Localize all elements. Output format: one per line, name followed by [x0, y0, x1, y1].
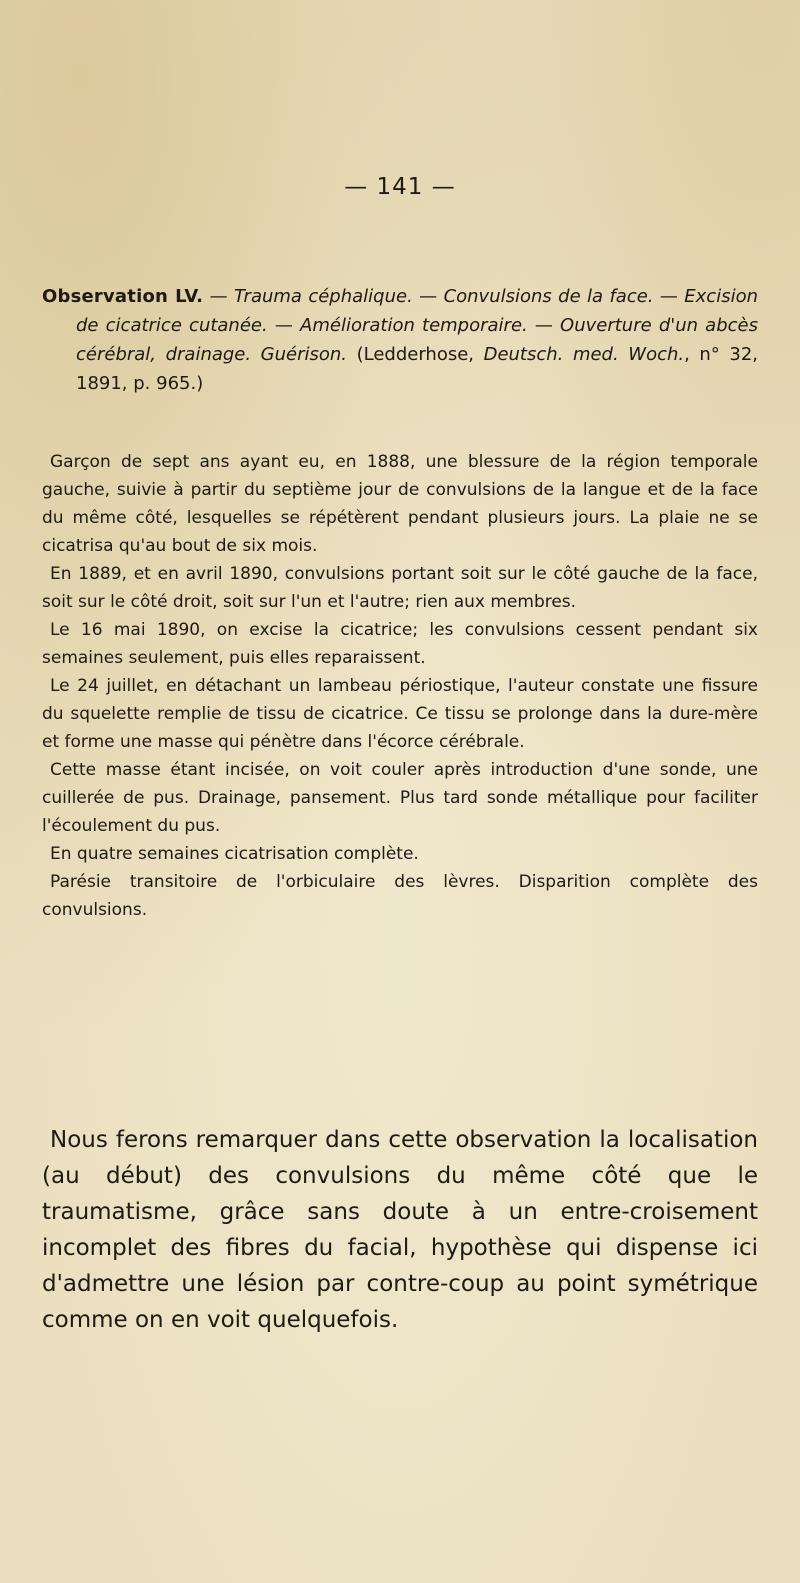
reference-open: (Ledderhose,	[347, 344, 484, 365]
paragraph: Le 16 mai 1890, on excise la cicatrice; les convulsions cessent pendant six semaines seulement, puis elles reparaissent.	[42, 620, 758, 668]
author-comment	[42, 1122, 758, 1338]
title-separator: —	[527, 315, 561, 336]
title-separator: —	[412, 286, 444, 307]
paragraph: En quatre semaines cicatrisation complète.	[50, 844, 419, 864]
page-number: — 141 —	[344, 174, 456, 200]
observation-title-block	[42, 282, 758, 398]
paragraph: Le 24 juillet, en détachant un lambeau périostique, l'auteur constate une fissure du squelette remplie de tissu de cicatrice. Ce tissu se prolonge dans la dure-mère et forme une masse qui pénètre dans l'écorce cérébrale.	[42, 676, 758, 752]
title-part-trauma: Trauma céphalique.	[233, 286, 413, 307]
observation-header	[42, 282, 758, 398]
paragraph: Cette masse étant incisée, on voit couler après introduction d'une sonde, une cuillerée de pus. Drainage, pansement. Plus tard sonde métallique pour faciliter l'écoulement du pus.	[42, 760, 758, 836]
title-separator: —	[203, 286, 234, 307]
reference-journal: Deutsch. med. Woch.	[483, 344, 685, 365]
title-part-convulsions: Convulsions de la face.	[443, 286, 654, 307]
paragraph: Parésie transitoire de l'orbiculaire des lèvres. Disparition complète des convulsions.	[42, 872, 758, 920]
reference-close: , n° 32, 1891, p. 965.)	[76, 344, 758, 394]
title-separator: —	[267, 315, 301, 336]
paragraph: En 1889, et en avril 1890, convulsions portant soit sur le côté gauche de la face, soit sur le côté droit, soit sur l'un et l'autre; rien aux membres.	[42, 564, 758, 612]
title-part-excision: Excision de cicatrice cutanée.	[76, 286, 759, 336]
title-part-amelioration: Amélioration temporaire.	[300, 315, 528, 336]
comment-paragraph: Nous ferons remarquer dans cette observation la localisation (au début) des convulsions du même côté que le traumatisme, grâce sans doute à un entre-croisement incomplet des fibres du facial, hypothèse qui dispense ici d'admettre une lésion par contre-coup au point symétrique comme on en voit quelquefois.	[42, 1127, 758, 1333]
case-description	[42, 448, 758, 924]
paragraph: Garçon de sept ans ayant eu, en 1888, une blessure de la région temporale gauche, suivie à partir du septième jour de convulsions de la langue et de la face du même côté, lesquelles se répétèrent pendant plusieurs jours. La plaie ne se cicatrisa qu'au bout de six mois.	[42, 452, 758, 556]
observation-label: Observation LV.	[42, 286, 204, 307]
title-part-ouverture: Ouverture d'un abcès cérébral, drainage. Guérison.	[76, 315, 758, 365]
title-separator: —	[653, 286, 685, 307]
